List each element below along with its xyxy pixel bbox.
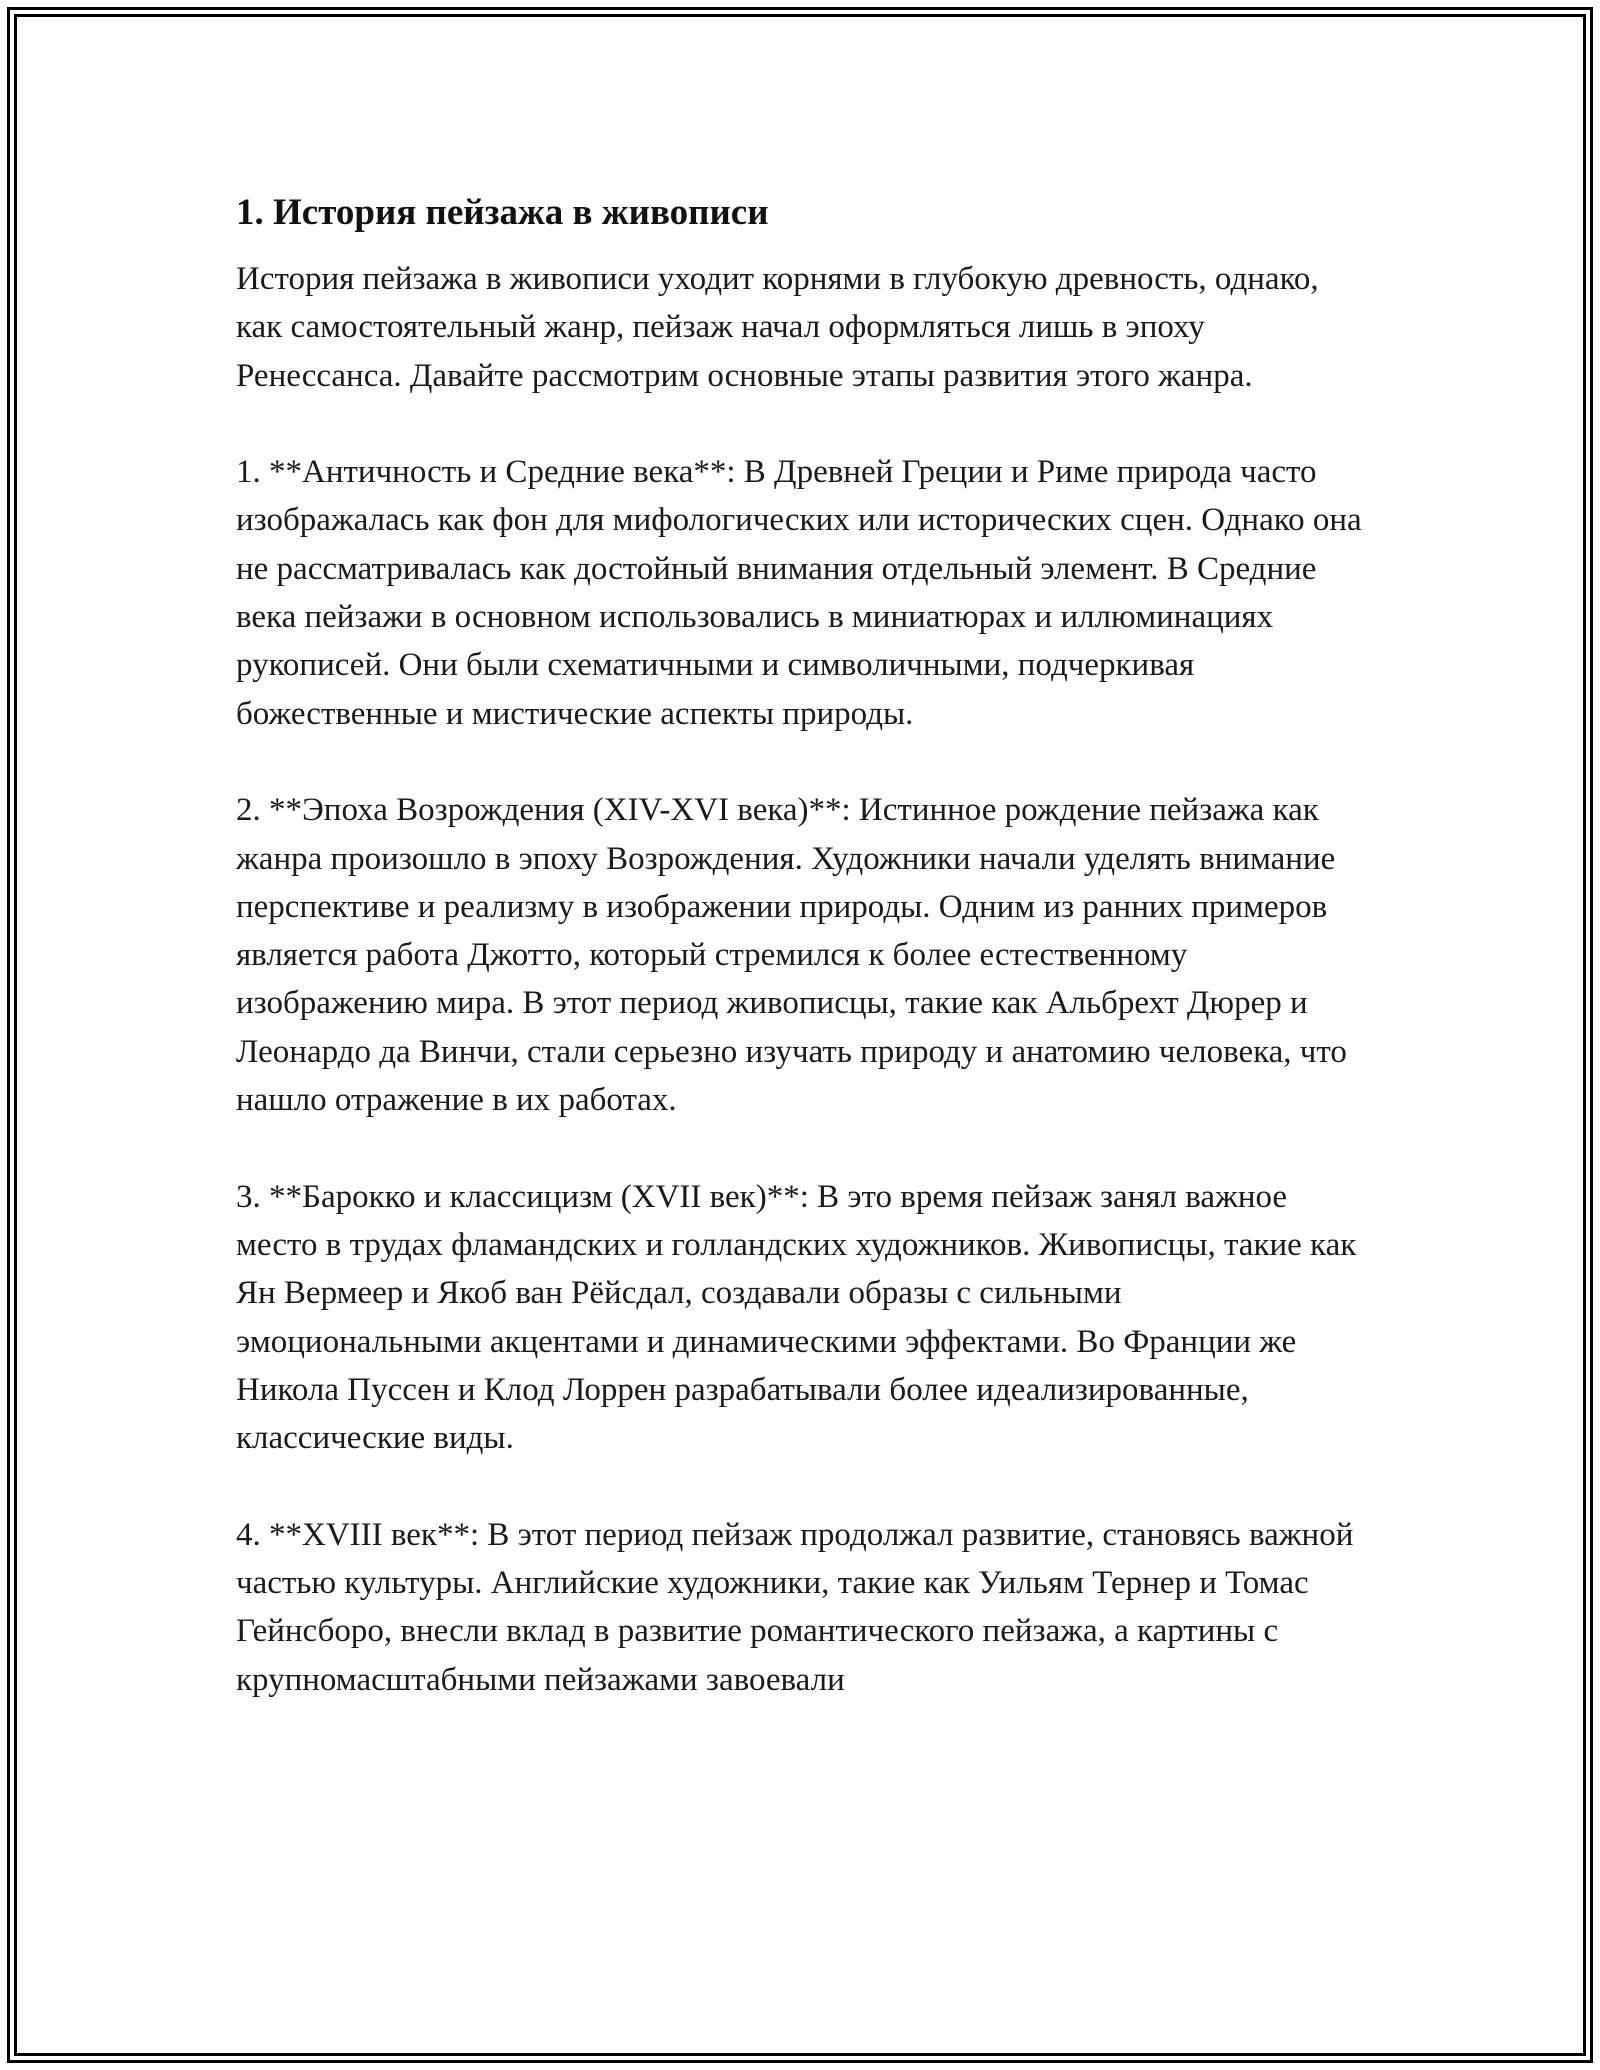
document-body [236, 185, 1366, 1752]
intro-paragraph: История пейзажа в живописи уходит корнями в глубокую древность, однако, как самостоятельный жанр, пейзаж начал оформляться лишь в эпоху Ренессанса. Давайте рассмотрим основные этапы развития этого жанра. [236, 261, 1319, 394]
paragraph-eighteenth-century: 4. **XVIII век**: В этот период пейзаж продолжал развитие, становясь важной частью культуры. Английские художники, такие как Уильям Тернер и Томас Гейнсборо, внесли вклад в развитие романтического пейзажа, а картины с крупномасштабными пейзажами завоевали [236, 1516, 1354, 1698]
paragraph-baroque-classicism: 3. **Барокко и классицизм (XVII век)**: В это время пейзаж занял важное место в трудах фламандских и голландских художников. Живописцы, такие как Ян Вермеер и Якоб ван Рёйсдал, создавали образы с сильными эмоциональными акцентами и динамическими эффектами. Во Франции же Никола Пуссен и Клод Лоррен разрабатывали более идеализированные, классические виды. [236, 1178, 1357, 1457]
paragraph-antiquity-middle-ages: 1. **Античность и Средние века**: В Древней Греции и Риме природа часто изображалась как фон для мифологических или исторических сцен. Однако она не рассматривалась как достойный внимания отдельный элемент. В Средние века пейзажи в основном использовались в миниатюрах и иллюминациях рукописей. Они были схематичными и символичными, подчеркивая божественные и мистические аспекты природы. [236, 454, 1362, 732]
paragraph-renaissance: 2. **Эпоха Возрождения (XIV-XVI века)**: Истинное рождение пейзажа как жанра произошло в эпоху Возрождения. Художники начали уделять внимание перспективе и реализму в изображении природы. Одним из ранних примеров является работа Джотто, который стремился к более естественному изображению мира. В этот период живописцы, такие как Альбрехт Дюрер и Леонардо да Винчи, стали серьезно изучать природу и анатомию человека, что нашло отражение в их работах. [236, 792, 1347, 1119]
section-title: 1. История пейзажа в живописи [236, 192, 769, 233]
